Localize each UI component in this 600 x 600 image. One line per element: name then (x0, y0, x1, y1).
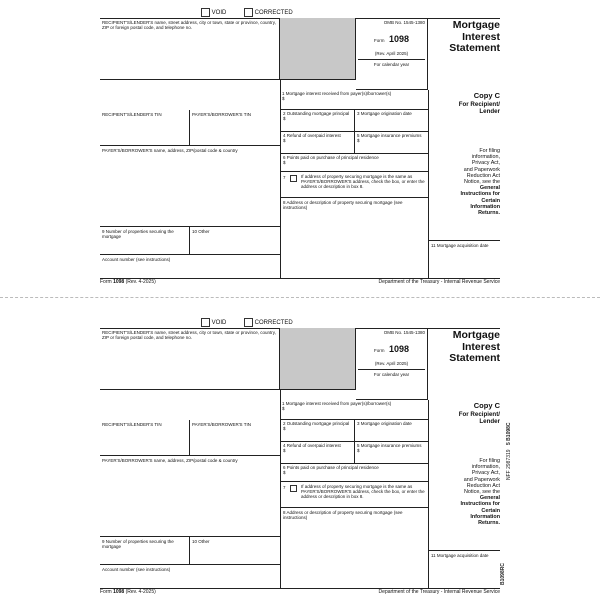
side-code-nff: NFF 2987319 (506, 449, 512, 480)
recipient-name-field[interactable]: RECIPIENT'S/LENDER'S name, street address, city or town, state or province, country, ZIP or foreign postal code, and telephone no. (100, 18, 280, 80)
perforation-line (0, 297, 600, 298)
footer-department: Department of the Treasury - Internal Revenue Service (378, 279, 500, 285)
box2-outstanding-principal[interactable]: 2 Outstanding mortgage principal $ (281, 420, 355, 442)
account-number-field[interactable]: Account number (see instructions) (100, 254, 280, 278)
revision: (Rev. April 2025) (374, 51, 409, 57)
box2-outstanding-principal[interactable]: 2 Outstanding mortgage principal $ (281, 110, 355, 132)
void-checkbox[interactable]: VOID (201, 318, 226, 327)
form-number-line: Form 1098 (374, 344, 409, 355)
corrected-box-icon[interactable] (244, 8, 253, 17)
box7-checkbox-icon[interactable] (290, 175, 297, 182)
calendar-year-label: For calendar year (358, 369, 425, 377)
column-divider (428, 400, 429, 450)
instructions-note: For filing information, Privacy Act, and Paperwork Reduction Act Notice, see the General Instructions for Certain Information Returns. (460, 458, 500, 527)
box10-other[interactable]: 10 Other (190, 226, 280, 254)
box8-property-address[interactable]: 8 Address or description of property securing mortgage (see instructions) (283, 510, 403, 521)
void-checkbox[interactable]: VOID (201, 8, 226, 17)
copy-c-label: Copy C For Recipient/ Lender (458, 401, 500, 425)
box1-mortgage-interest[interactable]: 1 Mortgage interest received from payer(s)/borrower(s) $ (280, 400, 428, 420)
box10-other[interactable]: 10 Other (190, 536, 280, 564)
form-number: 1098 (388, 344, 409, 355)
column-divider (428, 90, 429, 140)
payer-name-field[interactable]: PAYER'S/BORROWER'S name, address, ZIP/postal code & country (102, 148, 238, 153)
recipient-name-field[interactable]: RECIPIENT'S/LENDER'S name, street address, city or town, state or province, country, ZIP or foreign postal code, and telephone no. (100, 328, 280, 390)
box7-checkbox-icon[interactable] (290, 485, 297, 492)
box11-acquisition-date[interactable]: 11 Mortgage acquisition date (428, 240, 500, 278)
side-code-main: B1098RC (500, 563, 506, 585)
box7-same-address[interactable]: 7 If address of property securing mortgage is the same as PAYER'S/BORROWER'S address, check the box, or enter the address or description in box 8. (281, 482, 428, 508)
calendar-year-shaded-box (280, 328, 356, 390)
box3-origination-date[interactable]: 3 Mortgage origination date (355, 110, 428, 132)
form-number: 1098 (388, 34, 409, 45)
box9-number-of-properties[interactable]: 9 Number of properties securing the mortgage (100, 536, 190, 564)
footer-department: Department of the Treasury - Internal Revenue Service (378, 589, 500, 595)
omb-number: OMB No. 1545-1380 (383, 20, 425, 25)
column-divider (428, 450, 429, 550)
box9-number-of-properties[interactable]: 9 Number of properties securing the mortgage (100, 226, 190, 254)
calendar-year-shaded-box (280, 18, 356, 80)
box6-points-paid[interactable]: 6 Points paid on purchase of principal residence $ (281, 154, 428, 172)
payer-tin-field[interactable]: PAYER'S/BORROWER'S TIN (190, 420, 280, 456)
box6-points-paid[interactable]: 6 Points paid on purchase of principal residence $ (281, 464, 428, 482)
calendar-year-label: For calendar year (358, 59, 425, 67)
omb-number: OMB No. 1545-1380 (383, 330, 425, 335)
void-box-icon[interactable] (201, 318, 210, 327)
box4-refund-overpaid-interest[interactable]: 4 Refund of overpaid interest $ (281, 132, 355, 154)
box1-mortgage-interest[interactable]: 1 Mortgage interest received from payer(s)/borrower(s) $ (280, 90, 428, 110)
side-code-s: 5 B1098C (506, 422, 512, 445)
form-number-line: Form 1098 (374, 34, 409, 45)
instructions-note: For filing information, Privacy Act, and Paperwork Reduction Act Notice, see the General Instructions for Certain Information Returns. (460, 148, 500, 217)
revision: (Rev. April 2025) (374, 361, 409, 367)
box4-refund-overpaid-interest[interactable]: 4 Refund of overpaid interest $ (281, 442, 355, 464)
payer-name-field[interactable]: PAYER'S/BORROWER'S name, address, ZIP/postal code & country (102, 458, 238, 463)
box7-same-address[interactable]: 7 If address of property securing mortgage is the same as PAYER'S/BORROWER'S address, check the box, or enter the address or description in box 8. (281, 172, 428, 198)
form-title: Mortgage Interest Statement (449, 19, 500, 54)
corrected-checkbox[interactable]: CORRECTED (244, 318, 293, 327)
box3-origination-date[interactable]: 3 Mortgage origination date (355, 420, 428, 442)
corrected-box-icon[interactable] (244, 318, 253, 327)
box11-acquisition-date[interactable]: 11 Mortgage acquisition date (428, 550, 500, 588)
box5-insurance-premiums[interactable]: 5 Mortgage insurance premiums $ (355, 442, 428, 464)
footer-form-id: Form 1098 (Rev. 4-2025) (100, 279, 156, 285)
corrected-checkbox[interactable]: CORRECTED (244, 8, 293, 17)
recipient-tin-field[interactable]: RECIPIENT'S/LENDER'S TIN (100, 420, 190, 456)
copy-c-label: Copy C For Recipient/ Lender (458, 91, 500, 115)
form-title: Mortgage Interest Statement (449, 329, 500, 364)
payer-tin-field[interactable]: PAYER'S/BORROWER'S TIN (190, 110, 280, 146)
recipient-tin-field[interactable]: RECIPIENT'S/LENDER'S TIN (100, 110, 190, 146)
form-id-block (356, 18, 428, 90)
void-box-icon[interactable] (201, 8, 210, 17)
column-divider (428, 140, 429, 240)
footer-form-id: Form 1098 (Rev. 4-2025) (100, 589, 156, 595)
box8-property-address[interactable]: 8 Address or description of property securing mortgage (see instructions) (283, 200, 403, 211)
form-id-block (356, 328, 428, 400)
account-number-field[interactable]: Account number (see instructions) (100, 564, 280, 588)
box5-insurance-premiums[interactable]: 5 Mortgage insurance premiums $ (355, 132, 428, 154)
